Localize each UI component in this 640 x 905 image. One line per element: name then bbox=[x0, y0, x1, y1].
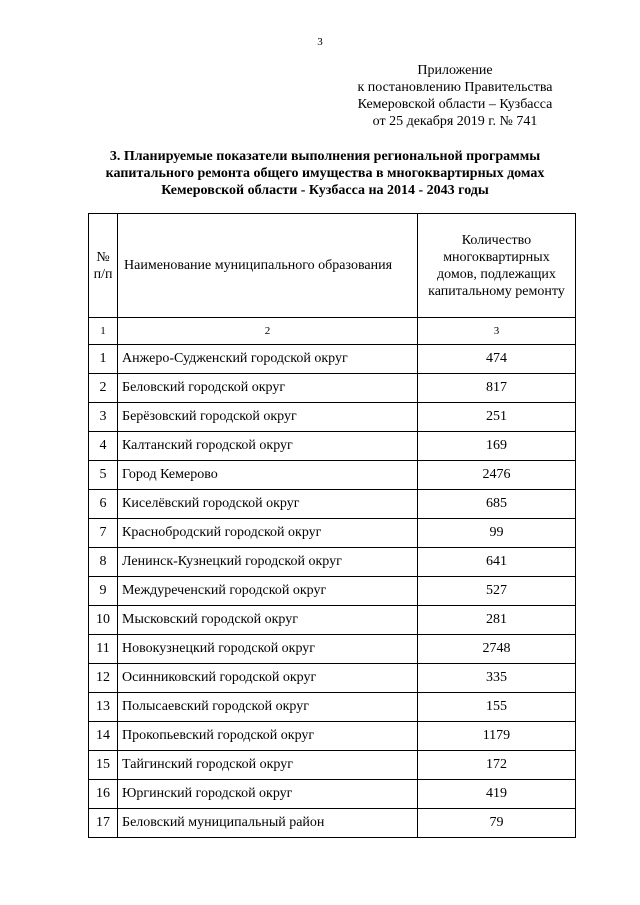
table-row bbox=[89, 519, 576, 548]
column-index: 2 bbox=[118, 318, 418, 345]
row-municipality: Берёзовский городской округ bbox=[118, 403, 418, 432]
table-row bbox=[89, 548, 576, 577]
table-row bbox=[89, 693, 576, 722]
table-row bbox=[89, 780, 576, 809]
table-row bbox=[89, 403, 576, 432]
row-municipality: Полысаевский городской округ bbox=[118, 693, 418, 722]
row-house-count: 817 bbox=[417, 374, 575, 403]
indicators-table bbox=[88, 213, 576, 838]
row-number: 3 bbox=[89, 403, 118, 432]
row-house-count: 527 bbox=[417, 577, 575, 606]
title-line: капитального ремонта общего имущества в многоквартирных домах bbox=[105, 166, 545, 181]
row-municipality: Киселёвский городской округ bbox=[118, 490, 418, 519]
table-row bbox=[89, 461, 576, 490]
table-row bbox=[89, 606, 576, 635]
appendix-block bbox=[340, 62, 570, 130]
row-number: 1 bbox=[89, 345, 118, 374]
row-number: 16 bbox=[89, 780, 118, 809]
row-house-count: 99 bbox=[417, 519, 575, 548]
row-number: 13 bbox=[89, 693, 118, 722]
appendix-line: от 25 декабря 2019 г. № 741 bbox=[372, 114, 538, 129]
row-number: 6 bbox=[89, 490, 118, 519]
row-municipality: Осинниковский городской округ bbox=[118, 664, 418, 693]
row-municipality: Междуреченский городской округ bbox=[118, 577, 418, 606]
table-row bbox=[89, 809, 576, 838]
row-house-count: 1179 bbox=[417, 722, 575, 751]
table-row bbox=[89, 635, 576, 664]
appendix-line: к постановлению Правительства bbox=[357, 80, 553, 95]
row-number: 5 bbox=[89, 461, 118, 490]
row-number: 7 bbox=[89, 519, 118, 548]
row-number: 15 bbox=[89, 751, 118, 780]
row-house-count: 172 bbox=[417, 751, 575, 780]
row-number: 14 bbox=[89, 722, 118, 751]
table-body bbox=[89, 345, 576, 838]
row-house-count: 2748 bbox=[417, 635, 575, 664]
table-row bbox=[89, 751, 576, 780]
row-house-count: 685 bbox=[417, 490, 575, 519]
row-house-count: 2476 bbox=[417, 461, 575, 490]
row-house-count: 281 bbox=[417, 606, 575, 635]
row-number: 8 bbox=[89, 548, 118, 577]
row-municipality: Мысковский городской округ bbox=[118, 606, 418, 635]
table-row bbox=[89, 664, 576, 693]
row-house-count: 155 bbox=[417, 693, 575, 722]
row-number: 4 bbox=[89, 432, 118, 461]
row-municipality: Беловский муниципальный район bbox=[118, 809, 418, 838]
table-row bbox=[89, 432, 576, 461]
row-number: 17 bbox=[89, 809, 118, 838]
table-row bbox=[89, 722, 576, 751]
page-number: 3 bbox=[317, 36, 323, 48]
row-house-count: 474 bbox=[417, 345, 575, 374]
row-number: 2 bbox=[89, 374, 118, 403]
table-header-row bbox=[89, 214, 576, 318]
row-municipality: Ленинск-Кузнецкий городской округ bbox=[118, 548, 418, 577]
row-municipality: Калтанский городской округ bbox=[118, 432, 418, 461]
row-house-count: 169 bbox=[417, 432, 575, 461]
row-municipality: Новокузнецкий городской округ bbox=[118, 635, 418, 664]
title-line: Кемеровской области - Кузбасса на 2014 - 2043 годы bbox=[161, 183, 489, 198]
row-number: 9 bbox=[89, 577, 118, 606]
row-house-count: 335 bbox=[417, 664, 575, 693]
header-municipality: Наименование муниципального образования bbox=[118, 214, 418, 318]
title-line: 3. Планируемые показатели выполнения региональной программы bbox=[109, 149, 541, 164]
row-number: 12 bbox=[89, 664, 118, 693]
row-municipality: Беловский городской округ bbox=[118, 374, 418, 403]
table-column-index-row bbox=[89, 318, 576, 345]
row-municipality: Юргинский городской округ bbox=[118, 780, 418, 809]
row-house-count: 79 bbox=[417, 809, 575, 838]
row-municipality: Анжеро-Судженский городской округ bbox=[118, 345, 418, 374]
row-municipality: Краснобродский городской округ bbox=[118, 519, 418, 548]
row-house-count: 251 bbox=[417, 403, 575, 432]
header-number: № п/п bbox=[89, 214, 118, 318]
appendix-line: Кемеровской области – Кузбасса bbox=[357, 97, 553, 112]
column-index: 3 bbox=[417, 318, 575, 345]
header-house-count: Количество многоквартирных домов, подлежащих капитальному ремонту bbox=[417, 214, 575, 318]
table-row bbox=[89, 374, 576, 403]
row-municipality: Прокопьевский городской округ bbox=[118, 722, 418, 751]
appendix-line: Приложение bbox=[417, 63, 493, 78]
document-title bbox=[60, 148, 590, 199]
row-number: 10 bbox=[89, 606, 118, 635]
row-municipality: Город Кемерово bbox=[118, 461, 418, 490]
table-row bbox=[89, 345, 576, 374]
row-number: 11 bbox=[89, 635, 118, 664]
row-municipality: Тайгинский городской округ bbox=[118, 751, 418, 780]
row-house-count: 641 bbox=[417, 548, 575, 577]
table-row bbox=[89, 490, 576, 519]
column-index: 1 bbox=[89, 318, 118, 345]
row-house-count: 419 bbox=[417, 780, 575, 809]
table-row bbox=[89, 577, 576, 606]
